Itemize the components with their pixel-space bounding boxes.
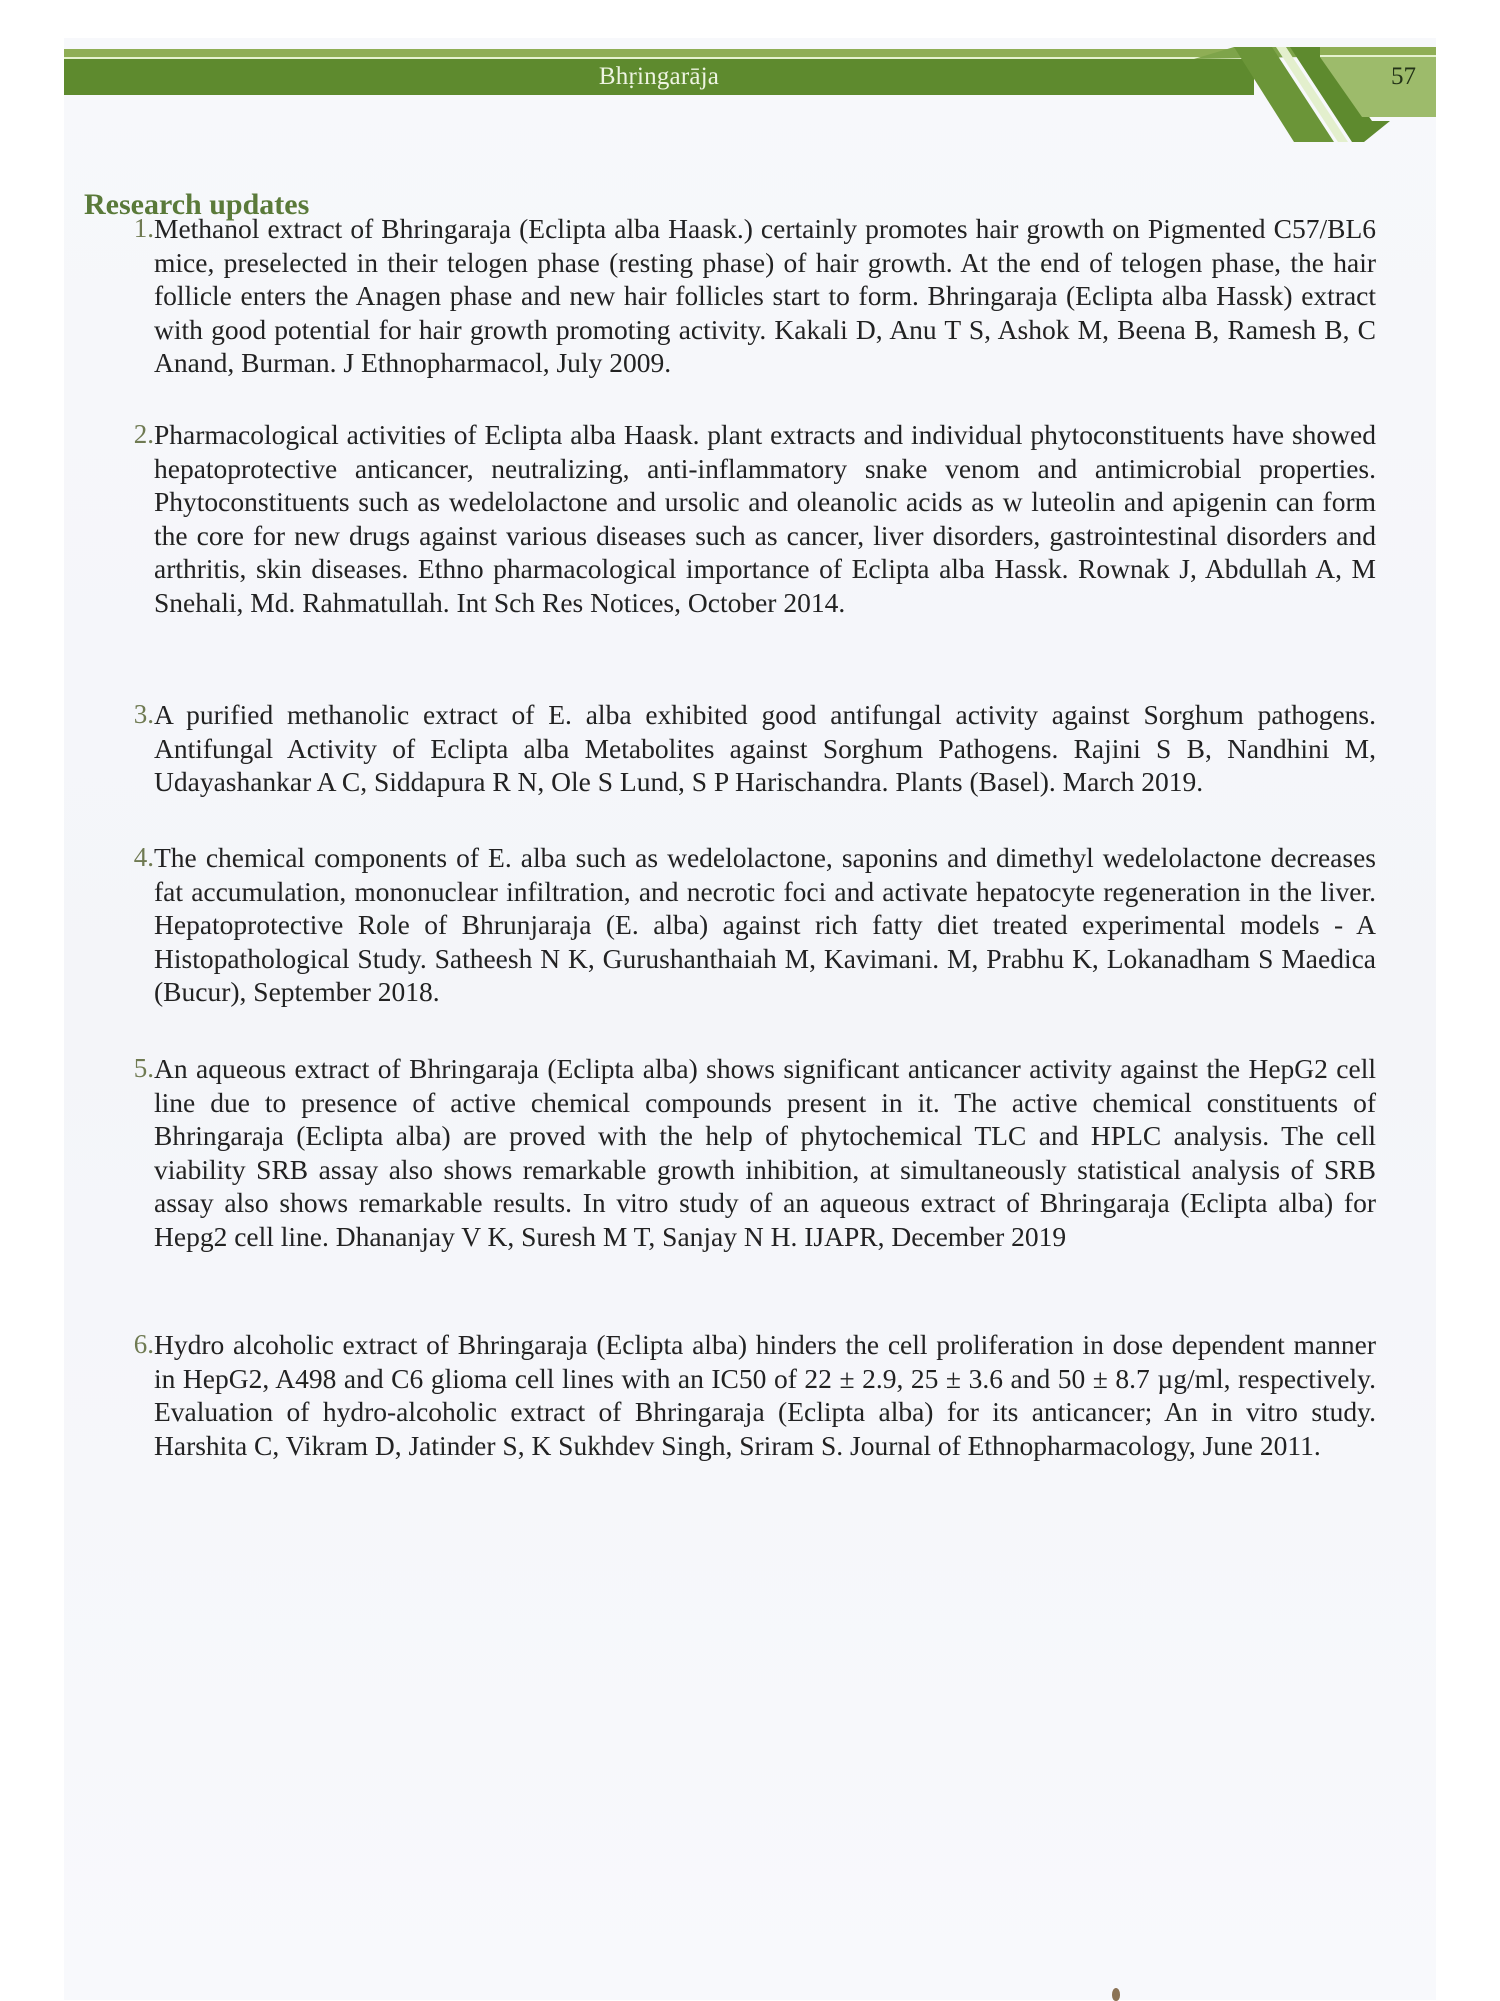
item-text: An aqueous extract of Bhringaraja (Eclipta alba) shows significant anticancer activity against the HepG2 cell line due to presence of active chemical compounds present in it. The active chemical constituents of Bhringaraja (Eclipta alba) are proved with the help of phytochemical TLC and HPLC analysis. The cell viability SRB assay also shows remarkable growth inhibition, at simultaneously statistical analysis of SRB assay also shows remarkable results. In vitro study of an aqueous extract of Bhringaraja (Eclipta alba) for Hepg2 cell line. Dhananjay V K, Suresh M T, Sanjay N H. IJAPR, December 2019	[154, 1053, 1376, 1252]
item-number: 3.	[133, 699, 154, 729]
item-number: 6.	[133, 1329, 154, 1359]
chevron-ribbon-icon	[1194, 47, 1376, 147]
item-text: Pharmacological activities of Eclipta alba Haask. plant extracts and individual phytoconstituents have showed hepatoprotective anticancer, neutralizing, anti-inflammatory snake venom and antimicrobial properties. Phytoconstituents such as wedelolactone and ursolic and oleanolic acids as w luteolin and apigenin can form the core for new drugs against various diseases such as cancer, liver disorders, gastrointestinal disorders and arthritis, skin diseases. Ethno pharmacological importance of Eclipta alba Hassk. Rownak J, Abdullah A, M Snehali, Md. Rahmatullah. Int Sch Res Notices, October 2014.	[154, 419, 1376, 618]
book-page	[64, 38, 1436, 2000]
item-number: 2.	[133, 419, 154, 449]
running-title: Bhṛingarāja	[598, 63, 720, 90]
item-text: Hydro alcoholic extract of Bhringaraja (Eclipta alba) hinders the cell proliferation in dose dependent manner in HepG2, A498 and C6 glioma cell lines with an IC50 of 22 ± 2.9, 25 ± 3.6 and 50 ± 8.7 µg/ml, respectively. Evaluation of hydro-alcoholic extract of Bhringaraja (Eclipta alba) for its anticancer; An in vitro study. Harshita C, Vikram D, Jatinder S, K Sukhdev Singh, Sriram S. Journal of Ethnopharmacology, June 2011.	[154, 1329, 1376, 1461]
item-text: Methanol extract of Bhringaraja (Eclipta alba Haask.) certainly promotes hair growth on Pigmented C57/BL6 mice, preselected in their telogen phase (resting phase) of hair growth. At the end of telogen phase, the hair follicle enters the Anagen phase and new hair follicles start to form. Bhringaraja (Eclipta alba Hassk) extract with good potential for hair growth promoting activity. Kakali D, Anu T S, Ashok M, Beena B, Ramesh B, C Anand, Burman. J Ethnopharmacol, July 2009.	[154, 213, 1376, 378]
item-number: 5.	[133, 1053, 154, 1083]
item-text: The chemical components of E. alba such as wedelolactone, saponins and dimethyl wedelolactone decreases fat accumulation, mononuclear infiltration, and necrotic foci and activate hepatocyte regeneration in the liver. Hepatoprotective Role of Bhrunjaraja (E. alba) against rich fatty diet treated experimental models - A Histopathological Study. Satheesh N K, Gurushanthaiah M, Kavimani. M, Prabhu K, Lokanadham S Maedica (Bucur), September 2018.	[154, 842, 1376, 1007]
item-text: A purified methanolic extract of E. alba exhibited good antifungal activity against Sorghum pathogens. Antifungal Activity of Eclipta alba Metabolites against Sorghum Pathogens. Rajini S B, Nandhini M, Udayashankar A C, Siddapura R N, Ole S Lund, S P Harischandra. Plants (Basel). March 2019.	[154, 699, 1376, 797]
header-accent-stripe	[64, 49, 1244, 59]
header-chevron-decoration	[1254, 49, 1436, 109]
page-number: 57	[1391, 63, 1416, 90]
item-number: 4.	[133, 842, 154, 872]
paper-speck	[1112, 1988, 1120, 2001]
section-heading: Research updates	[84, 188, 310, 221]
item-number: 1.	[133, 213, 154, 243]
running-header	[64, 49, 1436, 109]
